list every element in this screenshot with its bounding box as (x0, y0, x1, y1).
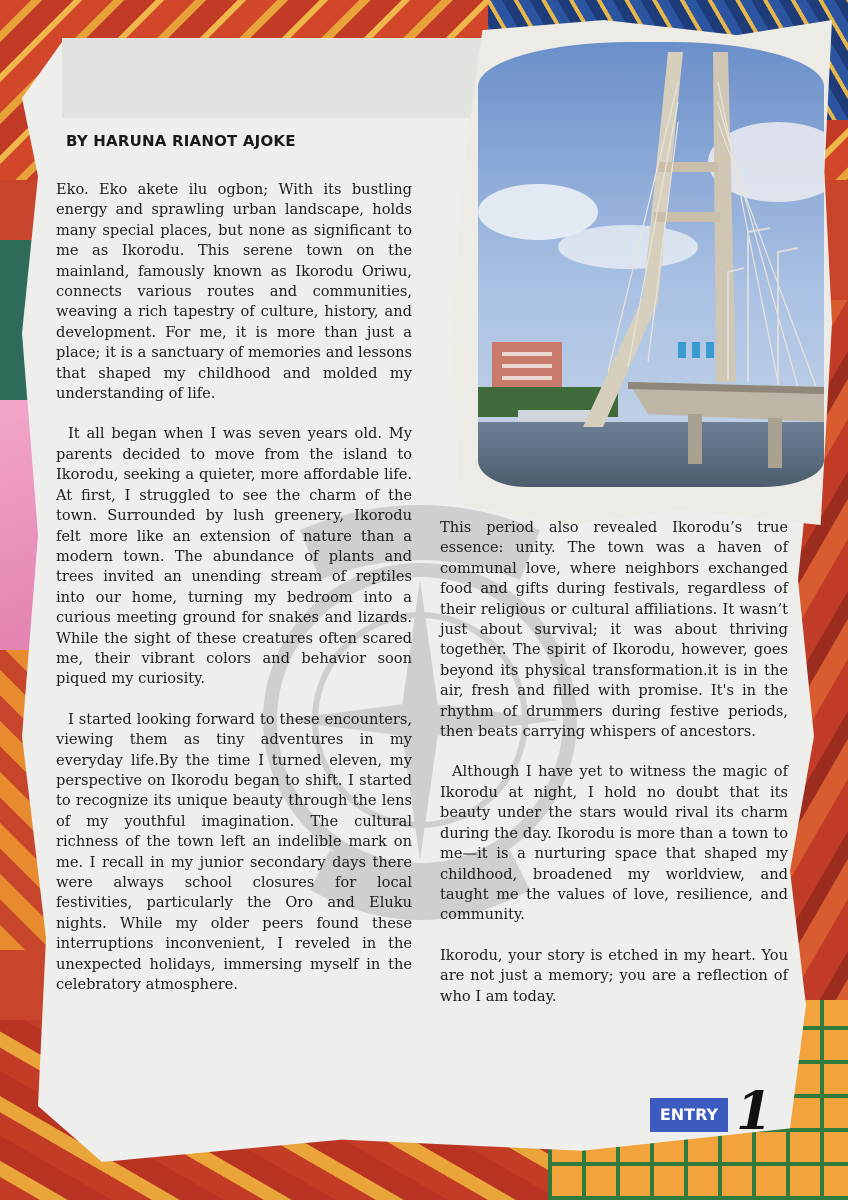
entry-number: 1 (736, 1081, 773, 1142)
cable-stayed-bridge-photo-icon (478, 42, 824, 487)
article-column-right (440, 518, 788, 1027)
article-column-left (56, 180, 412, 1015)
paragraph: Although I have yet to witness the magic of Ikorodu at night, I hold no doubt that its beauty under the stars would rival its charm during the day. Ikorodu is more than a town to me—it is a nurturing space that shaped my childhood, broadened my worldview, and taught me the values of love, resilience, and community. (440, 763, 788, 924)
paragraph: It all began when I was seven years old. My parents decided to move from the island to Ikorodu, seeking a quieter, more affordable life. At first, I struggled to see the charm of the town. Surrounded by lush greenery, Ikorodu felt more like an extension of nature than a modern town. The abundance of plants and trees invited an unending stream of reptiles into our home, turning my bedroom into a curious meeting ground for snakes and lizards. While the sight of these creatures often scared me, their vibrant colors and behavior soon piqued my curiosity. (56, 425, 412, 688)
paragraph: Ikorodu, your story is etched in my heart. You are not just a memory; you are a reflection of who I am today. (440, 946, 788, 1005)
paragraph: This period also revealed Ikorodu’s true essence: unity. The town was a haven of communal love, where neighbors exchanged food and gifts during festivals, regardless of their religious or cultural affiliations. It wasn’t just about survival; it was about thriving together. The spirit of Ikorodu, however, goes beyond its physical transformation.it is in the air, fresh and filled with promise. It's in the rhythm of drummers during festive periods, then beats carrying whispers of ancestors. (440, 519, 788, 741)
author-byline: BY HARUNA RIANOT AJOKE (66, 132, 296, 150)
bridge-photo (478, 42, 824, 487)
paragraph: I started looking forward to these encounters, viewing them as tiny adventures in my everyday life.By the time I turned eleven, my perspective on Ikorodu began to shift. I started to recognize its unique beauty through the lens of my youthful imagination. The cultural richness of the town left an indelible mark on me. I recall in my junior secondary days there were always school closures for local festivities, particularly the Oro and Eluku nights. While my older peers found these interruptions inconvenient, I reveled in the unexpected holidays, immersing myself in the celebratory atmosphere. (56, 710, 412, 994)
paragraph: Eko. Eko akete ilu ogbon; With its bustling energy and sprawling urban landscape, holds many special places, but none as significant to me as Ikorodu. This serene town on the mainland, famously known as Ikorodu Oriwu, connects various routes and communities, weaving a rich tapestry of culture, history, and development. For me, it is more than just a place; it is a sanctuary of memories and lessons that shaped my childhood and molded my understanding of life. (56, 181, 412, 403)
entry-label-badge: ENTRY (650, 1098, 728, 1132)
paper-header-strip (62, 38, 532, 118)
